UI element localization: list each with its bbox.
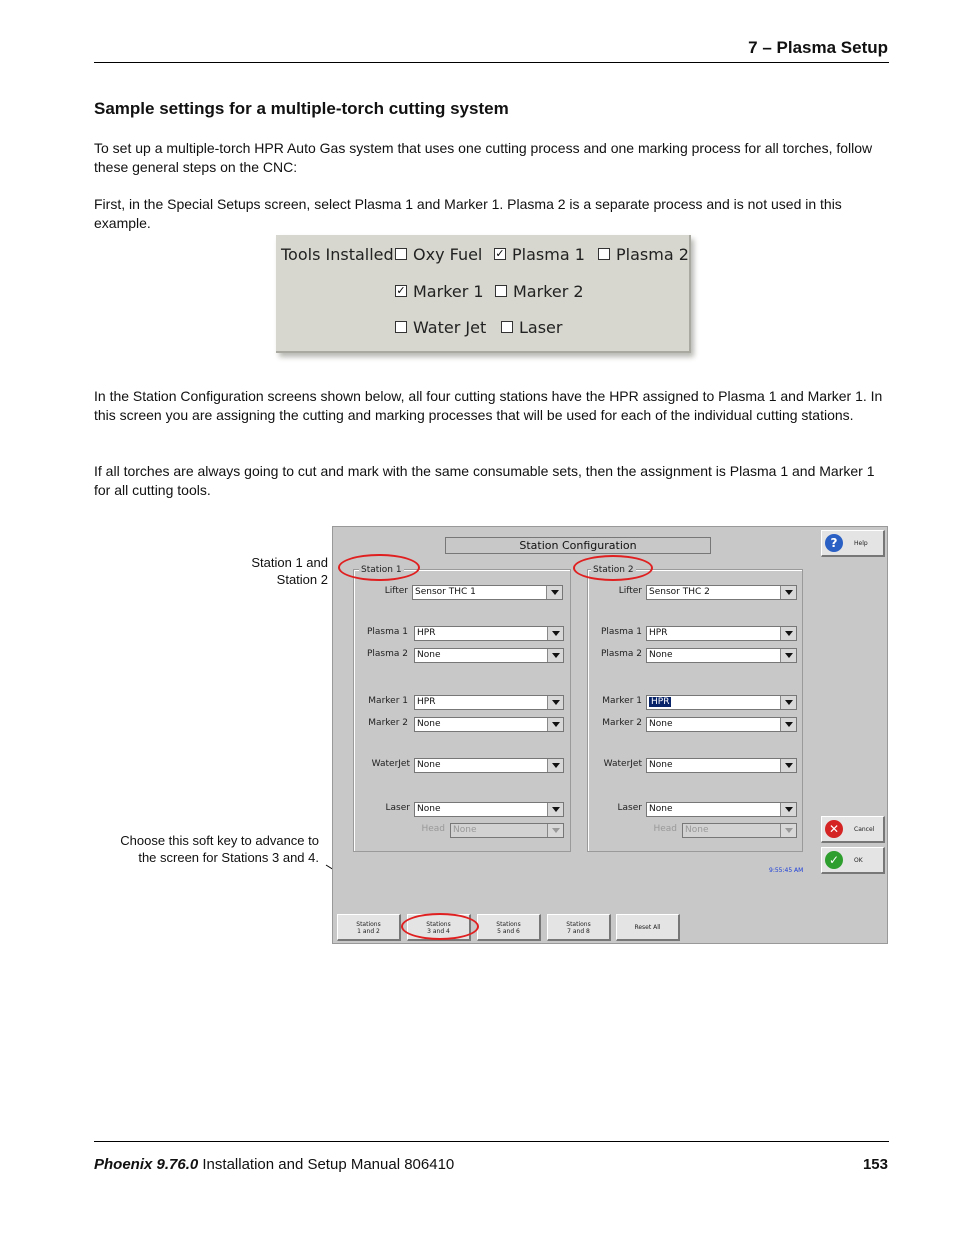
station-2-plasma-1-label: Plasma 1 <box>600 627 642 637</box>
station-2-label: Station 2 <box>593 565 634 575</box>
paragraph-intro: To set up a multiple-torch HPR Auto Gas system that uses one cutting process and one marking process for all torches, follow these general steps on the CNC: <box>94 140 873 175</box>
station-2-marker-2-select[interactable]: None <box>646 717 797 732</box>
callout-softkey-line2: the screen for Stations 3 and 4. <box>138 850 319 865</box>
softkey-stations-1-and-2[interactable]: Stations 1 and 2 <box>337 914 401 941</box>
station-2-marker-2-label: Marker 2 <box>602 718 642 728</box>
station-2-plasma-1-select[interactable]: HPR <box>646 626 797 641</box>
station-1-plasma-1-label: Plasma 1 <box>366 627 408 637</box>
cancel-button[interactable]: ✕ Cancel <box>821 816 885 843</box>
station-1-plasma-2-label: Plasma 2 <box>366 649 408 659</box>
plasma-2-label: Plasma 2 <box>616 245 689 264</box>
station-1-plasma-1-select[interactable]: HPR <box>414 626 564 641</box>
paragraph-consumables: If all torches are always going to cut and mark with the same consumable sets, then the assignment is Plasma 1 and Marker 1 for all cutting tools. <box>94 463 875 498</box>
help-icon: ? <box>825 534 843 552</box>
paragraph-special-setups: First, in the Special Setups screen, select Plasma 1 and Marker 1. Plasma 2 is a separate process and is not used in this example. <box>94 196 842 231</box>
softkey-highlight-oval <box>401 913 479 940</box>
station-1-waterjet-select[interactable]: None <box>414 758 564 773</box>
station-1-head-label: Head <box>421 824 445 834</box>
station-2-plasma-2-label: Plasma 2 <box>600 649 642 659</box>
oxy-fuel-checkbox[interactable] <box>395 248 407 260</box>
section-title: Sample settings for a multiple-torch cutting system <box>94 99 509 118</box>
softkey-reset-all[interactable]: Reset All <box>616 914 680 941</box>
station-1-lifter-label: Lifter <box>384 586 408 596</box>
help-button[interactable]: ? Help <box>821 530 885 557</box>
laser-checkbox[interactable] <box>501 321 513 333</box>
callout-stations-line2: Station 2 <box>276 572 328 587</box>
marker-1-checkbox[interactable]: ✓ <box>396 284 406 297</box>
station-1-laser-label: Laser <box>385 803 410 813</box>
plasma-1-checkbox[interactable]: ✓ <box>495 247 505 260</box>
station-1-head-select[interactable]: None <box>450 823 564 838</box>
marker-2-checkbox[interactable] <box>495 285 507 297</box>
plasma-2-checkbox[interactable] <box>598 248 610 260</box>
softkey-stations-3-and-4[interactable]: Stations 3 and 4 <box>407 914 471 941</box>
clock-readout: 9:55:45 AM <box>769 867 804 874</box>
footer-manual-title: Installation and Setup Manual 806410 <box>202 1156 455 1173</box>
softkey-stations-5-and-6[interactable]: Stations 5 and 6 <box>477 914 541 941</box>
chapter-title: 7 – Plasma Setup <box>748 38 888 57</box>
header-rule <box>94 62 889 63</box>
station-2-laser-label: Laser <box>617 803 642 813</box>
station-1-waterjet-label: WaterJet <box>371 759 410 769</box>
plasma-1-label: Plasma 1 <box>512 245 585 264</box>
station-1-marker-2-select[interactable]: None <box>414 717 564 732</box>
callout-stations-line1: Station 1 and <box>251 555 328 570</box>
station-1-marker-1-select[interactable]: HPR <box>414 695 564 710</box>
station-2-lifter-label: Lifter <box>618 586 642 596</box>
station-1-lifter-select[interactable]: Sensor THC 1 <box>412 585 563 600</box>
page-number: 153 <box>862 1156 888 1173</box>
station-2-lifter-select[interactable]: Sensor THC 2 <box>646 585 797 600</box>
station-2-laser-select[interactable]: None <box>646 802 797 817</box>
water-jet-label: Water Jet <box>413 318 487 337</box>
station-2-head-label: Head <box>653 824 677 834</box>
station-1-plasma-2-select[interactable]: None <box>414 648 564 663</box>
softkey-stations-7-and-8[interactable]: Stations 7 and 8 <box>547 914 611 941</box>
station-1-highlight-oval <box>338 554 420 581</box>
ok-button[interactable]: ✓ OK <box>821 847 885 874</box>
cancel-icon: ✕ <box>825 820 843 838</box>
callout-softkey-line1: Choose this soft key to advance to <box>120 833 319 848</box>
station-config-title: Station Configuration <box>445 537 711 554</box>
station-1-marker-2-label: Marker 2 <box>368 718 408 728</box>
footer-manual <box>94 1156 454 1173</box>
callout-softkey <box>80 832 319 866</box>
tools-installed-label: Tools Installed <box>281 245 394 264</box>
station-2-waterjet-select[interactable]: None <box>646 758 797 773</box>
laser-label: Laser <box>519 318 563 337</box>
water-jet-checkbox[interactable] <box>395 321 407 333</box>
station-2-head-select[interactable]: None <box>682 823 797 838</box>
station-1-laser-select[interactable]: None <box>414 802 564 817</box>
station-2-marker-1-select[interactable]: HPR <box>646 695 797 710</box>
footer-rule <box>94 1141 889 1142</box>
marker-2-label: Marker 2 <box>513 282 584 301</box>
footer-product: Phoenix 9.76.0 <box>94 1156 199 1173</box>
callout-stations <box>210 554 328 588</box>
paragraph-station-config: In the Station Configuration screens shown below, all four cutting stations have the HPR assigned to Plasma 1 and Marker 1. In this screen you are assigning the cutting and marking processes that will be used for each of the individual cutting stations. <box>94 388 883 423</box>
station-configuration-screen <box>332 526 888 944</box>
station-2-highlight-oval <box>573 555 653 581</box>
check-icon: ✓ <box>825 851 843 869</box>
station-2-plasma-2-select[interactable]: None <box>646 648 797 663</box>
marker-1-label: Marker 1 <box>413 282 484 301</box>
station-1-marker-1-label: Marker 1 <box>368 696 408 706</box>
station-2-waterjet-label: WaterJet <box>603 759 642 769</box>
station-2-marker-1-label: Marker 1 <box>602 696 642 706</box>
station-1-label: Station 1 <box>361 565 402 575</box>
oxy-fuel-label: Oxy Fuel <box>413 245 483 264</box>
tools-installed-panel <box>276 235 691 353</box>
